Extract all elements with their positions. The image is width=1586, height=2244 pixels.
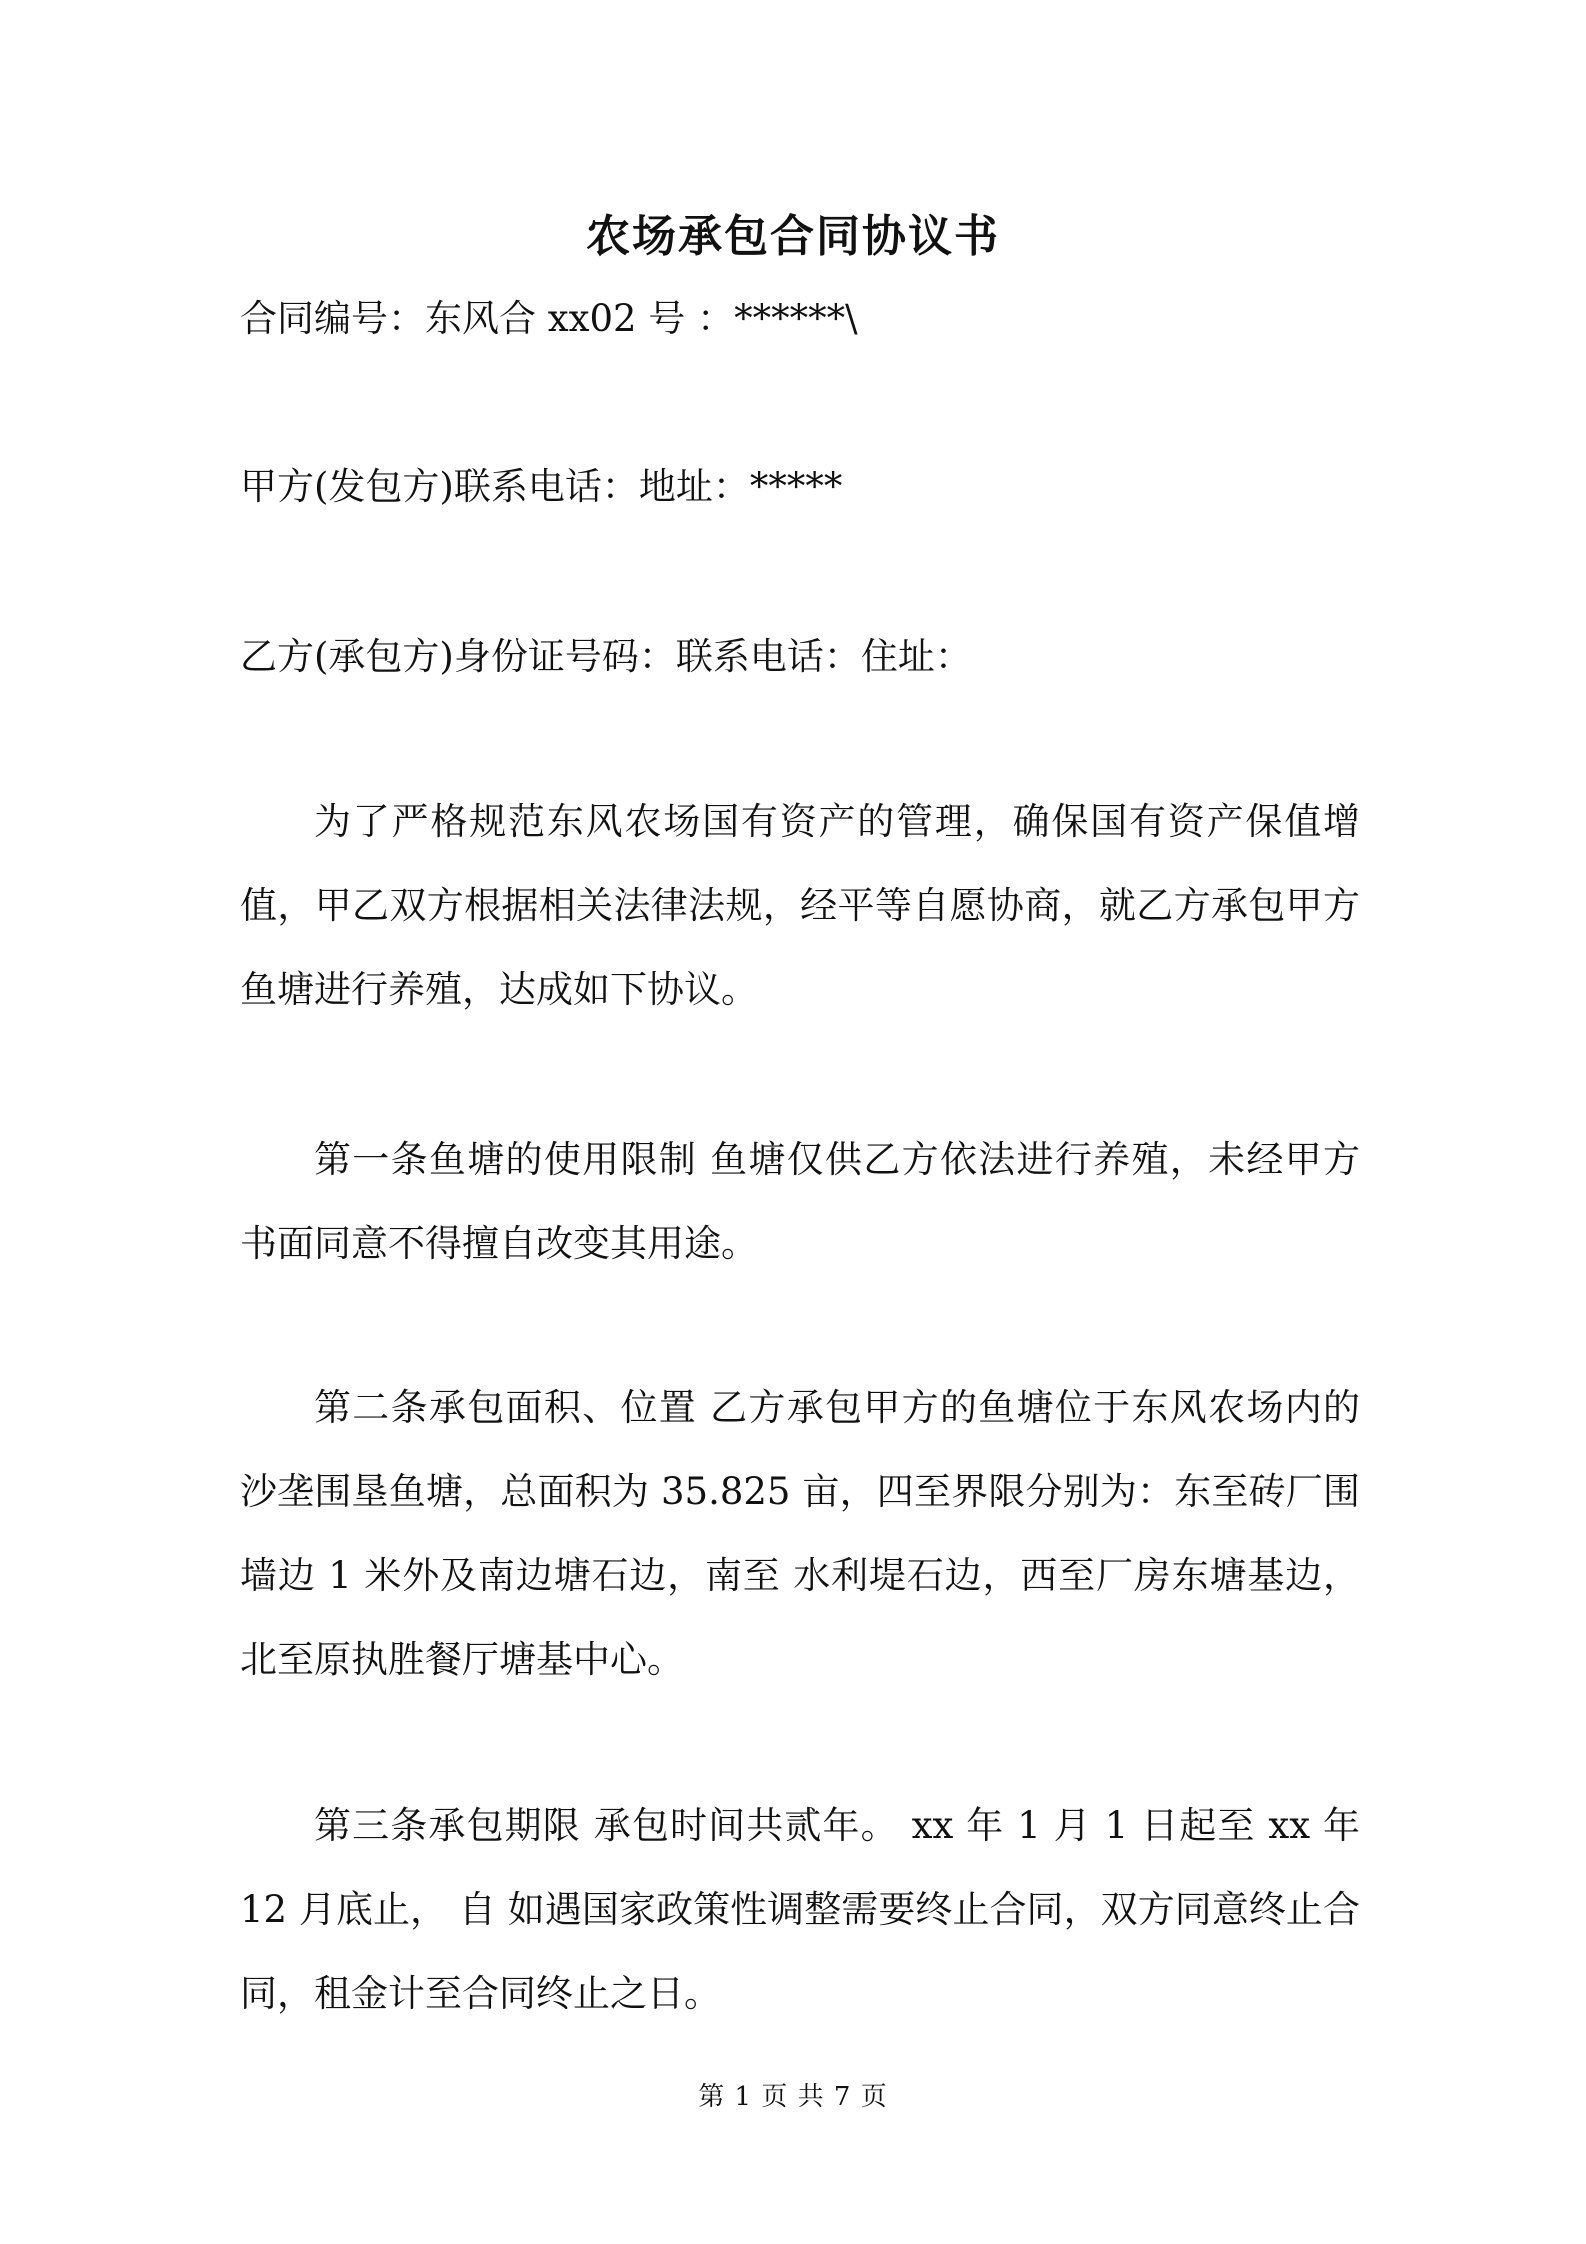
article-1-paragraph: 第一条鱼塘的使用限制 鱼塘仅供乙方依法进行养殖，未经甲方书面同意不得擅自改变其用途。: [240, 1138, 1360, 1265]
party-b-line: 乙方(承包方)身份证号码：联系电话：住址：: [240, 635, 972, 678]
article-2-paragraph: 第二条承包面积、位置 乙方承包甲方的鱼塘位于东风农场内的沙垄围垦鱼塘，总面积为 35.825 亩，四至界限分别为：东至砖厂围墙边 1 米外及南边塘石边，南至 水利堤石边，西至厂房东塘基边，北至原执胜餐厅塘基中心。: [240, 1386, 1360, 1681]
page-footer: 第 1 页 共 7 页: [698, 2082, 888, 2112]
article-3-paragraph: 第三条承包期限 承包时间共贰年。 xx 年 1 月 1 日起至 xx 年 12 月底止， 自 如遇国家政策性调整需要终止合同，双方同意终止合同，租金计至合同终止之日。: [240, 1804, 1360, 2015]
document-title: 农场承包合同协议书: [586, 211, 1000, 262]
party-a-line: 甲方(发包方)联系电话：地址：*****: [240, 465, 843, 508]
contract-number-line: 合同编号：东风合 xx02 号 ：******\: [240, 297, 858, 340]
preamble-paragraph: 为了严格规范东风农场国有资产的管理，确保国有资产保值增值，甲乙双方根据相关法律法规，经平等自愿协商，就乙方承包甲方鱼塘进行养殖，达成如下协议。: [240, 800, 1360, 1011]
